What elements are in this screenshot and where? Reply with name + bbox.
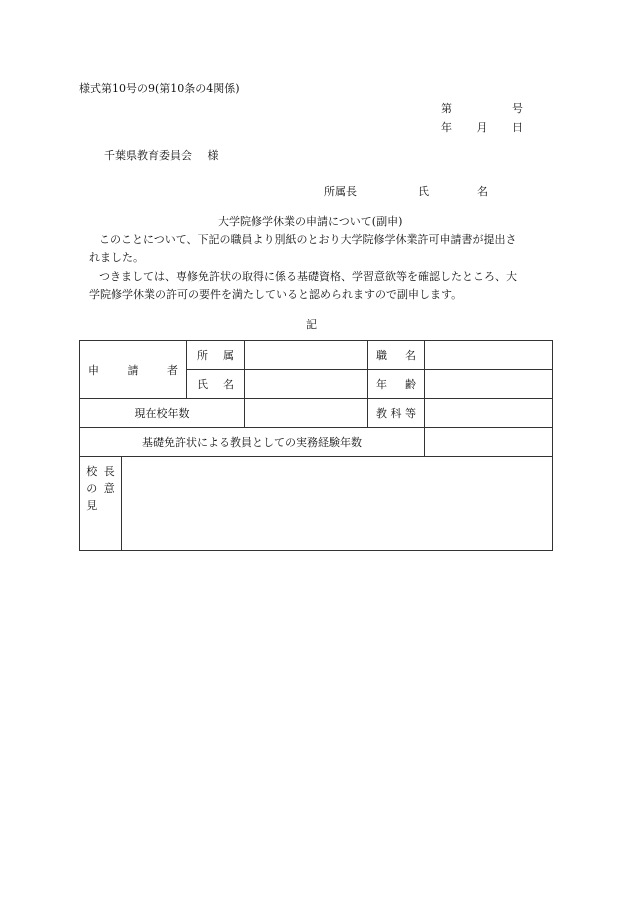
- position-char-2: 名: [405, 349, 416, 362]
- sender-title: 所属長: [324, 185, 357, 198]
- affiliation-label-cell: [187, 341, 245, 370]
- experience-label: 基礎免許状による教員としての実務経験年数: [80, 428, 425, 457]
- body-p1-line1: このことについて、下記の職員より別紙のとおり大学院修学休業許可申請書が提出さ: [99, 233, 517, 246]
- opinion-char-ken: 見: [86, 499, 98, 512]
- document-number-line: [441, 100, 523, 116]
- age-value-cell[interactable]: [425, 370, 553, 399]
- name-value-cell[interactable]: [245, 370, 368, 399]
- applicant-char-2: 請: [127, 363, 139, 377]
- name-char-1: 氏: [197, 378, 208, 391]
- sender-name-label-2: 名: [477, 185, 488, 198]
- years-at-school-label: 現在校年数: [80, 399, 245, 428]
- opinion-char-ko: 校: [86, 465, 98, 478]
- applicant-char-3: 者: [167, 363, 178, 377]
- application-table: [79, 340, 553, 551]
- number-label-go: 号: [512, 102, 523, 115]
- date-day: 日: [512, 121, 523, 134]
- principal-opinion-value-cell[interactable]: [122, 457, 553, 551]
- applicant-char-1: 申: [88, 363, 99, 377]
- sender-name-line: [418, 183, 488, 199]
- position-value-cell[interactable]: [425, 341, 553, 370]
- addressee-name: 千葉県教育委員会: [104, 149, 192, 162]
- subject-label: 教 科 等: [368, 399, 425, 428]
- years-at-school-value-cell[interactable]: [245, 399, 368, 428]
- date-month: 月: [476, 121, 488, 134]
- affiliation-char-1: 所: [197, 349, 208, 362]
- number-label-dai: 第: [441, 102, 452, 115]
- applicant-label-cell: [80, 341, 187, 399]
- name-char-2: 名: [223, 378, 234, 391]
- date-year: 年: [441, 121, 452, 134]
- opinion-char-i: 意: [103, 482, 115, 495]
- age-label-cell: [368, 370, 425, 399]
- opinion-char-cho: 長: [103, 465, 115, 478]
- body-p2-line2: 学院修学休業の許可の要件を満たしていると認められますので副申します。: [89, 288, 463, 301]
- addressee: [104, 147, 219, 163]
- sender-name-label-1: 氏: [418, 185, 429, 198]
- ki-heading: 記: [306, 318, 317, 331]
- principal-opinion-label-cell: [80, 457, 122, 551]
- opinion-char-no: の: [86, 482, 98, 495]
- document-title: 大学院修学休業の申請について(副申): [218, 215, 403, 228]
- position-char-1: 職: [376, 349, 387, 362]
- subject-value-cell[interactable]: [425, 399, 553, 428]
- addressee-honorific: 様: [207, 149, 219, 162]
- affiliation-char-2: 属: [223, 349, 234, 362]
- position-label-cell: [368, 341, 425, 370]
- date-line: [441, 119, 523, 135]
- body-p1-line2: れました。: [89, 251, 144, 264]
- name-label-cell: [187, 370, 245, 399]
- experience-value-cell[interactable]: [425, 428, 553, 457]
- age-char-1: 年: [376, 378, 387, 391]
- affiliation-value-cell[interactable]: [245, 341, 368, 370]
- body-p2-line1: つきましては、専修免許状の取得に係る基礎資格、学習意欲等を確認したところ、大: [99, 270, 517, 283]
- form-number: 様式第10号の9(第10条の4関係): [79, 82, 240, 95]
- age-char-2: 齢: [405, 378, 416, 391]
